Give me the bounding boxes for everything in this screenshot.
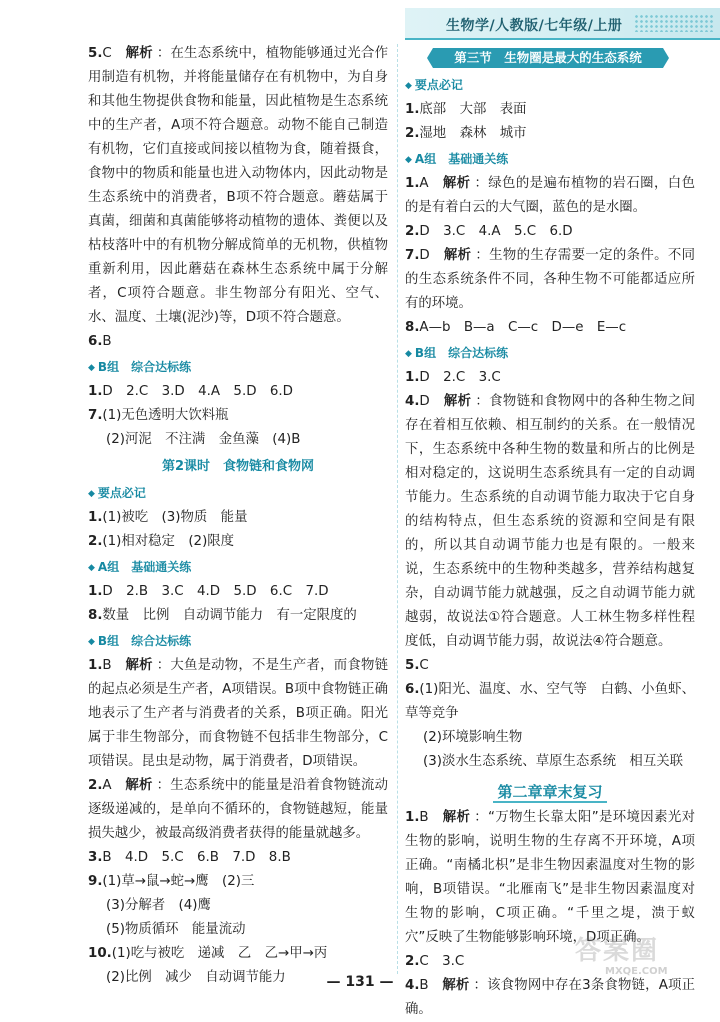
header-title: 生物学/人教版/七年级/上册 bbox=[446, 18, 623, 34]
answer-line: 5.C 解析 ：在生态系统中，植物能够通过光合作用制造有机物，并将能量储存在有机物中，为自身和其他生物提供食物和能量，因此植物是生态系统中的生产者，A项不符合题意。动物不能自己制造有机物，它们直接或间接以植物为食，随着摄食，食物中的物质和能量也进入动物体内，因此动物是生态系统中的消费者，B项不符合题意。蘑菇属于真菌，细菌和真菌能够将动植物的遗体、粪便以及枯枝落叶中的有机物分解成简单的无机物，供植物重新利用，因此蘑菇在森林生态系统中属于分解者，C项符合题意。非生物部分有阳光、空气、水、温度、土壤(泥沙)等，D项不符合题意。 bbox=[88, 46, 389, 325]
section-heading: ◆ A组 基础通关练 bbox=[405, 152, 509, 166]
answer-line: 3.B 4.D 5.C 6.B 7.D 8.B bbox=[88, 850, 291, 865]
answer-line: 6.(1)阳光、温度、水、空气等 白鹤、小鱼虾、草等竞争 bbox=[405, 682, 695, 721]
section-heading: ◆ 要点必记 bbox=[88, 486, 146, 500]
chapter-title-text: 第二章章末复习 bbox=[493, 783, 606, 803]
answer-line: 1.B 解析 ：“万物生长靠太阳”是环境因素光对生物的影响，说明生物的生存离不开环境，A项正确。“南橘北枳”是非生物因素温度对生物的影响，B项错误。“北雁南飞”是非生物因素温度对生物的影响，C项正确。“千里之堤，溃于蚁穴”反映了生物能够影响环境，D项正确。 bbox=[405, 810, 695, 945]
answer-line: 1.B 解析 ：大鱼是动物，不是生产者，而食物链的起点必须是生产者，A项错误。B项中食物链正确地表示了生产者与消费者的关系，B项正确。阳光属于非生物部分，而食物链不包括非生物部分，C项错误。昆虫是动物，属于消费者，D项错误。 bbox=[88, 658, 389, 769]
answer-line: 8.A—b B—a C—c D—e E—c bbox=[405, 320, 627, 335]
answer-line: 1.A 解析 ：绿色的是遍布植物的岩石圈，白色的是有着白云的大气圈，蓝色的是水圈。 bbox=[405, 176, 696, 215]
watermark-logo: 答案圈 bbox=[575, 936, 660, 966]
header-dot-pattern bbox=[634, 14, 714, 32]
answer-line: 5.C bbox=[405, 658, 429, 673]
answer-line: (3)淡水生态系统、草原生态系统 相互关联 bbox=[423, 754, 683, 769]
answer-line: 2.D 3.C 4.A 5.C 6.D bbox=[405, 224, 573, 239]
answer-line: 8.数量 比例 自动调节能力 有一定限度的 bbox=[88, 608, 357, 623]
answer-line: 6.B bbox=[88, 334, 112, 349]
diamond-icon: ◆ bbox=[405, 349, 412, 359]
answer-line: 2.(1)相对稳定 (2)限度 bbox=[88, 534, 235, 549]
chapter-title bbox=[405, 778, 695, 806]
lesson-title: 第2课时 食物链和食物网 bbox=[161, 459, 315, 474]
answer-line: 1.D 2.C 3.C bbox=[405, 370, 501, 385]
answer-line: 2.C 3.C bbox=[405, 954, 465, 969]
answer-line: 7.(1)无色透明大饮料瓶 bbox=[88, 408, 229, 423]
section-banner: 第三节 生物圈是最大的生态系统 bbox=[433, 48, 663, 68]
diamond-icon: ◆ bbox=[88, 637, 95, 647]
answer-line: 1.底部 大部 表面 bbox=[405, 102, 527, 117]
left-column bbox=[88, 42, 388, 990]
answer-line: 7.D 解析 ：生物的生存需要一定的条件。不同的生态系统条件不同，各种生物不可能都适应所有的环境。 bbox=[405, 248, 696, 311]
answer-line: (2)河泥 不注满 金鱼藻 (4)B bbox=[106, 432, 301, 447]
diamond-icon: ◆ bbox=[88, 363, 95, 373]
right-column bbox=[405, 42, 695, 1022]
section-heading: ◆ A组 基础通关练 bbox=[88, 560, 192, 574]
answer-line: 1.(1)被吃 (3)物质 能量 bbox=[88, 510, 248, 525]
diamond-icon: ◆ bbox=[405, 155, 412, 165]
section-heading: ◆ B组 综合达标练 bbox=[88, 634, 192, 648]
column-divider bbox=[397, 44, 398, 974]
answer-line: 2.A 解析 ：生态系统中的能量是沿着食物链流动逐级递减的，是单向不循环的，食物链越短，能量损失越少，被最高级消费者获得的能量就越多。 bbox=[88, 778, 388, 841]
page-number: — 131 — bbox=[326, 974, 394, 990]
answer-line: 1.D 2.C 3.D 4.A 5.D 6.D bbox=[88, 384, 293, 399]
section-heading: ◆ B组 综合达标练 bbox=[405, 346, 509, 360]
answer-line: (5)物质循环 能量流动 bbox=[106, 922, 246, 937]
diamond-icon: ◆ bbox=[88, 563, 95, 573]
section-heading: ◆ B组 综合达标练 bbox=[88, 360, 192, 374]
section-heading: ◆ 要点必记 bbox=[405, 78, 463, 92]
right-answers bbox=[405, 74, 695, 774]
answer-line: (2)比例 减少 自动调节能力 bbox=[106, 970, 286, 985]
answer-line: 4.B 解析 ：该食物网中存在3条食物链，A项正确。 bbox=[405, 978, 696, 1017]
answer-line: (3)分解者 (4)鹰 bbox=[106, 898, 211, 913]
watermark-url: MXQE.COM bbox=[605, 966, 668, 977]
answer-line: 9.(1)草→鼠→蛇→鹰 (2)三 bbox=[88, 874, 255, 889]
answer-line: 1.D 2.B 3.C 4.D 5.D 6.C 7.D bbox=[88, 584, 329, 599]
answer-line: 10.(1)吃与被吃 递减 乙 乙→甲→丙 bbox=[88, 946, 328, 961]
diamond-icon: ◆ bbox=[88, 489, 95, 499]
page-number-value: 131 bbox=[345, 974, 375, 990]
diamond-icon: ◆ bbox=[405, 81, 412, 91]
answer-line: 2.湿地 森林 城市 bbox=[405, 126, 527, 141]
answer-line: (2)环境影响生物 bbox=[423, 730, 523, 745]
answer-line: 4.D 解析 ：食物链和食物网中的各种生物之间存在着相互依赖、相互制约的关系。在一般情况下，生态系统中各种生物的数量和所占的比例是相对稳定的，这说明生态系统具有一定的自动调节能力。生态系统的自动调节能力取决于它自身的结构特点，但生态系统的资源和空间是有限的，所以其自动调节能力也是有限的。一般来说，生态系统中的生物种类越多，营养结构越复杂，自动调节能力就越强，反之自动调节能力就越弱，故说法①符合题意。人工林生物多样性程度低，自动调节能力弱，故说法④符合题意。 bbox=[405, 394, 696, 649]
